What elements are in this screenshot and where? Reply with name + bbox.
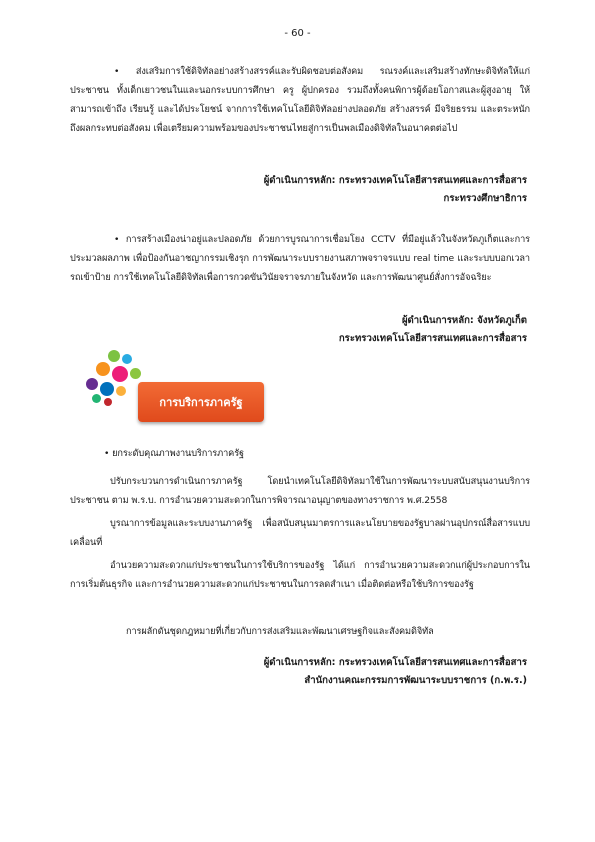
responsible-line: ผู้ดำเนินการหลัก: กระทรวงเทคโนโลยีสารสนเทศและการสื่อสาร xyxy=(263,175,527,186)
responsible-agencies-2 xyxy=(339,312,527,348)
paragraph-smart-city: • การสร้างเมืองน่าอยู่และปลอดภัย ด้วยการบูรณาการเชื่อมโยง CCTV ที่มีอยู่แล้วในจังหวัดภูเก็ตและการประมวลผลภาพ เพื่อป้องกันอาชญากรรมเชิงรุก การพัฒนาระบบรายงานสภาพจราจรแบบ real time และระบบบอกเวลารถเข้าป้าย การใช้เทคโนโลยีดิจิทัลเพื่อการกวดขันวินัยจราจรภายในจังหวัด และการพัฒนาศูนย์สั่งการอัจฉริยะ xyxy=(70,234,530,283)
paragraph-data-integration: บูรณาการข้อมูลและระบบงานภาครัฐ เพื่อสนับสนุนมาตรการและนโยบายของรัฐบาลผ่านอุปกรณ์สื่อสารแบบเคลื่อนที่ xyxy=(70,518,530,548)
responsible-line: ผู้ดำเนินการหลัก: จังหวัดภูเก็ต xyxy=(401,315,527,326)
section-banner-government-services: การบริการภาครัฐ xyxy=(138,382,264,422)
responsible-line: กระทรวงเทคโนโลยีสารสนเทศและการสื่อสาร xyxy=(338,333,527,344)
responsible-agencies-1 xyxy=(264,172,527,208)
paragraph-digital-literacy: • ส่งเสริมการใช้ดิจิทัลอย่างสร้างสรรค์และรับผิดชอบต่อสังคม รณรงค์และเสริมสร้างทักษะดิจิทัลให้แก่ประชาชน ทั้งเด็กเยาวชนในและนอกระบบการศึกษา ครู ผู้ปกครอง รวมถึงทั้งคนพิการผู้ด้อยโอกาสและผู้สูงอายุ ให้สามารถเข้าถึง เรียนรู้ และได้ประโยชน์ จากการใช้เทคโนโลยีดิจิทัลอย่างปลอดภัย สร้างสรรค์ มีจริยธรรม และตระหนักถึงผลกระทบต่อสังคม เพื่อเตรียมความพร้อมของประชาชนไทยสู่การเป็นพลเมืองดิจิทัลในอนาคตต่อไป xyxy=(70,66,530,134)
paragraph-process-improvement: ปรับกระบวนการดำเนินการภาครัฐ โดยนำเทคโนโลยีดิจิทัลมาใช้ในการพัฒนาระบบสนับสนุนงานบริการประชาชน ตาม พ.ร.บ. การอำนวยความสะดวกในการพิจารณาอนุญาตของทางราชการ พ.ศ.2558 xyxy=(70,476,530,506)
responsible-agencies-3 xyxy=(264,654,527,690)
paragraph-digital-legislation: การผลักดันชุดกฎหมายที่เกี่ยวกับการส่งเสริมและพัฒนาเศรษฐกิจและสังคมดิจิทัล xyxy=(126,626,434,637)
page-number: - 60 - xyxy=(284,28,311,39)
paragraph-citizen-convenience: อำนวยความสะดวกแก่ประชาชนในการใช้บริการของรัฐ ได้แก่ การอำนวยความสะดวกแก่ผู้ประกอบการในการเริ่มต้นธุรกิจ และการอำนวยความสะดวกแก่ประชาชนในการลดสำเนา เมื่อติดต่อหรือใช้บริการของรัฐ xyxy=(70,560,530,590)
responsible-line: ผู้ดำเนินการหลัก: กระทรวงเทคโนโลยีสารสนเทศและการสื่อสาร xyxy=(263,657,527,668)
bullet-government-service-quality: • ยกระดับคุณภาพงานบริการภาครัฐ xyxy=(104,448,245,459)
responsible-line: สำนักงานคณะกรรมการพัฒนาระบบราชการ (ก.พ.ร.) xyxy=(304,675,527,686)
responsible-line: กระทรวงศึกษาธิการ xyxy=(443,193,527,204)
